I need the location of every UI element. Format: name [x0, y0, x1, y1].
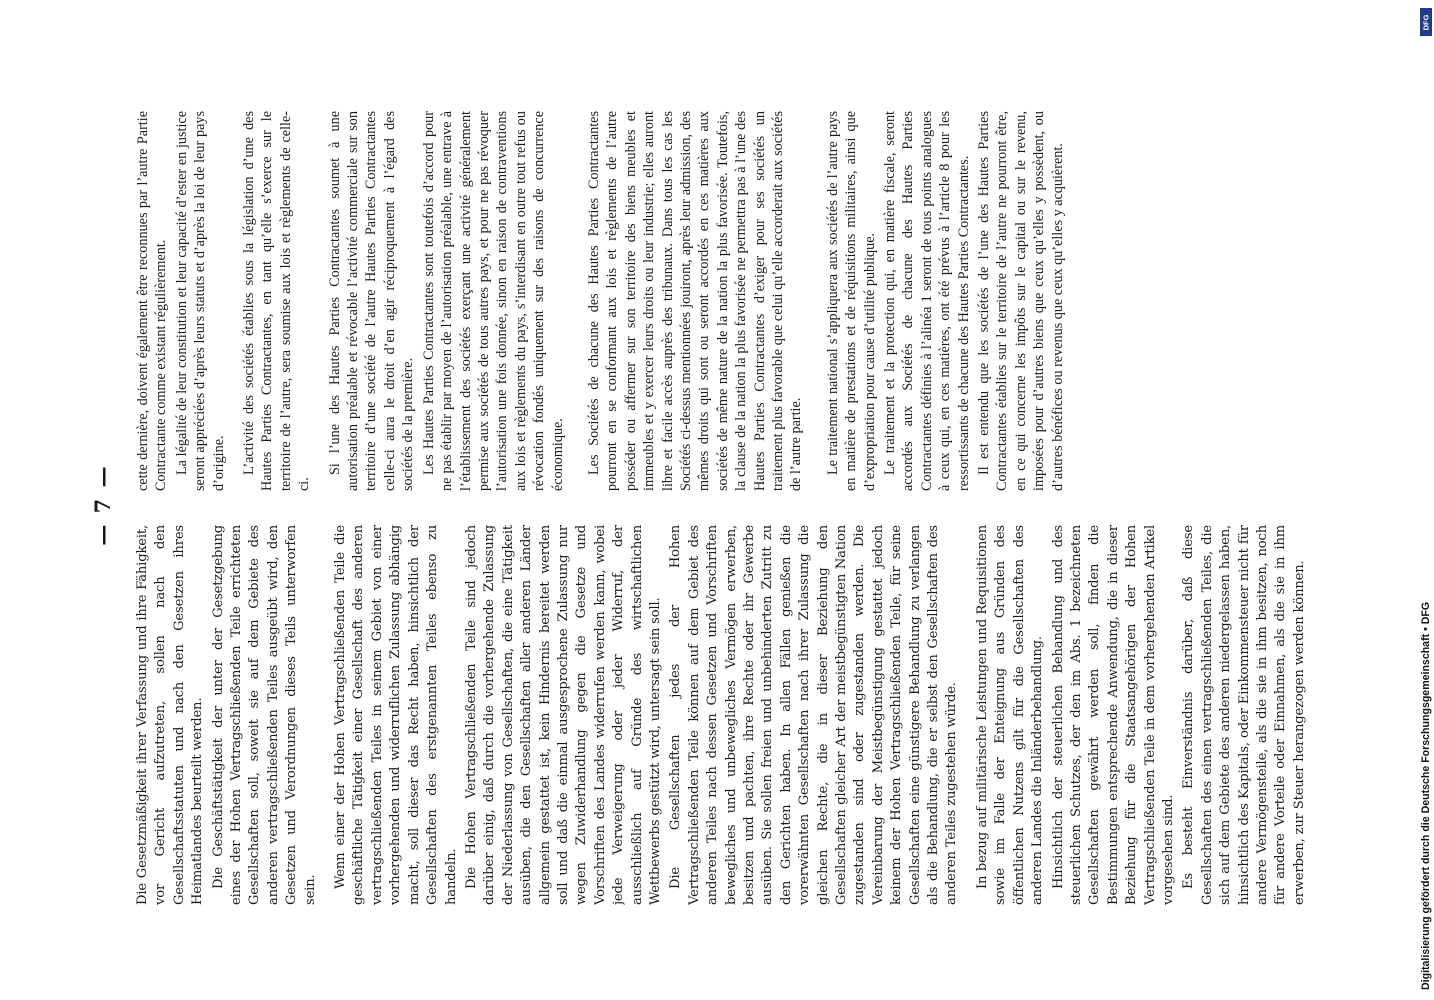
dfg-logo-text: DFG [1421, 14, 1431, 30]
german-paragraph: In bezug auf militärische Leistungen und Requisitionen sowie im Falle der Enteignung aus Gründen des öffentlichen Nutzens gilt für die Gesellschaften des anderen Landes die Inländerbehandlung. [974, 525, 1046, 905]
rotated-page [90, 105, 1360, 905]
german-paragraph: Die Gesellschaften jedes der Hohen Vertragschließenden Teile können auf dem Gebiet des anderen Teiles nach dessen Gesetzen und Vorschriften bewegliches und unbewegliches Vermögen erwerben, besitzen und pachten, ihre Rechte oder ihr Gewerbe ausüben. Sie sollen freien und unbehinderten Zutritt zu den Gerichten haben. In allen Fällen genießen die vorerwähnten Gesellschaften nach ihrer Zulassung die gleichen Rechte, die in dieser Beziehung den Gesellschaften gleicher Art der meistbegünstigten Nation zugestanden sind oder zugestanden werden. Die Vereinbarung der Meistbegünstigung gestattet jedoch keinem der Hohen Vertragschließenden Teile, für seine Gesellschaften eine günstigere Behandlung zu verlangen als die Behandlung, die er selbst den Gesellschaften des anderen Teiles zugestehen würde. [668, 525, 960, 905]
french-paragraph: Les Sociétés de chacune des Hautes Parties Contractantes pourront en se conformant aux lois et règlements de l’autre posséder ou affermer sur son territoire des biens meubles et immeubles et y exercer leurs droits ou leur industrie; elles auront libre et facile accès auprès des tribunaux. Dans tous les cas les Sociétés ci-dessus mentionnées jouiront, après leur admission, des mêmes droits qui sont ou seront accordés en ces matières aux sociétés de même nature de la nation la plus favorisée. Toutefois, la clause de la nation la plus favorisée ne permettra pas à l’une des Hautes Parties Contractantes d’exiger pour ses sociétés un traitement plus favorable que celui qu’elle accorderait aux sociétés de l’autre partie. [585, 111, 805, 491]
french-paragraph: cette dernière, doivent également être reconnues par l’autre Partie Contractante comme existant régulièrement. [135, 111, 170, 491]
credit-text: Digitalisierung gefördert durch die Deutsche Forschungsgemeinschaft • DFG [1420, 601, 1432, 990]
german-paragraph: Die Hohen Vertragschließenden Teile sind jedoch darüber einig, daß durch die vorhergehende Zulassung der Niederlassung von Gesellschaften, die eine Tätigkeit ausüben, die den Gesellschaften aller anderen Länder allgemein gestattet ist, kein Hindernis bereitet werden soll und daß die einmal ausgesprochene Zulassung nur wegen Zuwiderhandlung gegen die Gesetze und Vorschriften des Landes widerrufen werden kann, wobei jede Verweigerung oder jeder Widerruf, der ausschließlich auf Gründe des wirtschaftlichen Wettbewerbs gestützt wird, untersagt sein soll. [463, 525, 663, 905]
german-paragraph: Die Gesetzmäßigkeit ihrer Verfassung und ihre Fähigkeit, vor Gericht aufzutreten, sollen nach den Gesellschaftsstatuten und nach den Gesetzen ihres Heimatlandes beurteilt werden. [135, 525, 206, 905]
digitization-credit [1416, 0, 1434, 990]
french-paragraph: Le traitement et la protection qui, en matière fiscale, seront accordés aux Sociétés de chacune des Hautes Parties Contractantes définies à l’alinéa 1 seront de tous points analogues à ceux qui, en ces matières, ont été prévus à l’article 8 pour les ressortissants de chacune des Hautes Parties Contractantes. [882, 111, 972, 491]
german-paragraph: Die Geschäftstätigkeit der unter der Gesetzgebung eines der Hohen Vertragschließenden Teile errichteten Gesellschaften soll, soweit sie auf dem Gebiete des anderen vertragschließenden Teiles ausgeübt wird, den Gesetzen und Verordnungen dieses Teils unterworfen sein. [210, 525, 318, 905]
german-column [134, 525, 1360, 905]
french-paragraph: Le traitement national s’appliquera aux sociétés de l’autre pays en matière de prestations et de réquisitions militaires, ainsi que d’expropriation pour cause d’utilité publique. [824, 111, 878, 491]
page-number: — 7 — [90, 464, 115, 546]
french-paragraph: Les Hautes Parties Contractantes sont toutefois d’accord pour ne pas établir par moyen de l’autorisation préalable, une entrave à l’établissement des sociétés exerçant une activité généralement permise aux sociétés de tous autres pays, et pour ne pas révoquer l’autorisation une fois donnée, sinon en raison de contraventions aux lois et règlements du pays, s’interdisant en outre tout refus ou révocation fondés uniquement sur des raisons de concurrence économique. [420, 111, 566, 491]
french-paragraph: Il est entendu que les sociétés de l’une des Hautes Parties Contractantes établies sur le territoire de l’autre ne pourront être, en ce qui concerne les impôts sur le capital ou sur le revenu, imposées pour d’autres biens que ceux qu’elles y possèdent, ou d’autres bénéfices ou revenus que ceux qu’elles y acquièrent. [976, 111, 1066, 491]
dfg-logo [1420, 8, 1432, 36]
french-column [134, 111, 1360, 491]
german-paragraph: Hinsichtlich der steuerlichen Behandlung und des steuerlichen Schutzes, der den im Abs. 1 bezeichneten Gesellschaften gewährt werden soll, finden die Bestimmungen entsprechende Anwendung, die in dieser Beziehung für die Staatsangehörigen der Hohen Vertragschließenden Teile in dem vorhergehenden Artikel vorgesehen sind. [1050, 525, 1176, 905]
french-paragraph: Si l’une des Hautes Parties Contractantes soumet à une autorisation préalable et révocable l’activité commerciale sur son territoire d’une société de l’autre Hautes Parties Contractantes celle-ci aura le droit d’en agir réciproquement à l’égard des sociétés de la première. [326, 111, 417, 491]
french-paragraph: L’activité des sociétés établies sous la législation d’une des Hautes Parties Contractantes, en tant qu’elle s’exerce sur le territoire de l’autre, sera soumise aux lois et règlements de celle-ci. [241, 111, 313, 491]
german-paragraph: Wenn einer der Hohen Vertragschließenden Teile die geschäftliche Tätigkeit einer Gesellschaft des anderen vertragschließenden Teiles in seinem Gebiet von einer vorhergehenden und widerruflichen Zulassung abhängig macht, soll dieser das Recht haben, hinsichtlich der Gesellschaften des erstgenannten Teiles ebenso zu handeln. [333, 525, 459, 905]
french-paragraph: La légalité de leur constitution et leur capacité d’ester en justice seront appréciées d’après leurs statuts et d’après la loi de leur pays d’origine. [173, 111, 227, 491]
german-paragraph: Es besteht Einverständnis darüber, daß diese Gesellschaften des einen vertragschließenden Teiles, die sich auf dem Gebiete des anderen niedergelassen haben, hinsichtlich des Kapitals, oder Einkommensteuer nicht für andere Vermögensteile, als die sie in ihm besitzen, noch für andere Vorteile oder Einnahmen, als die sie in ihm erwerben, zur Steuer herangezogen werden können. [1181, 525, 1307, 905]
